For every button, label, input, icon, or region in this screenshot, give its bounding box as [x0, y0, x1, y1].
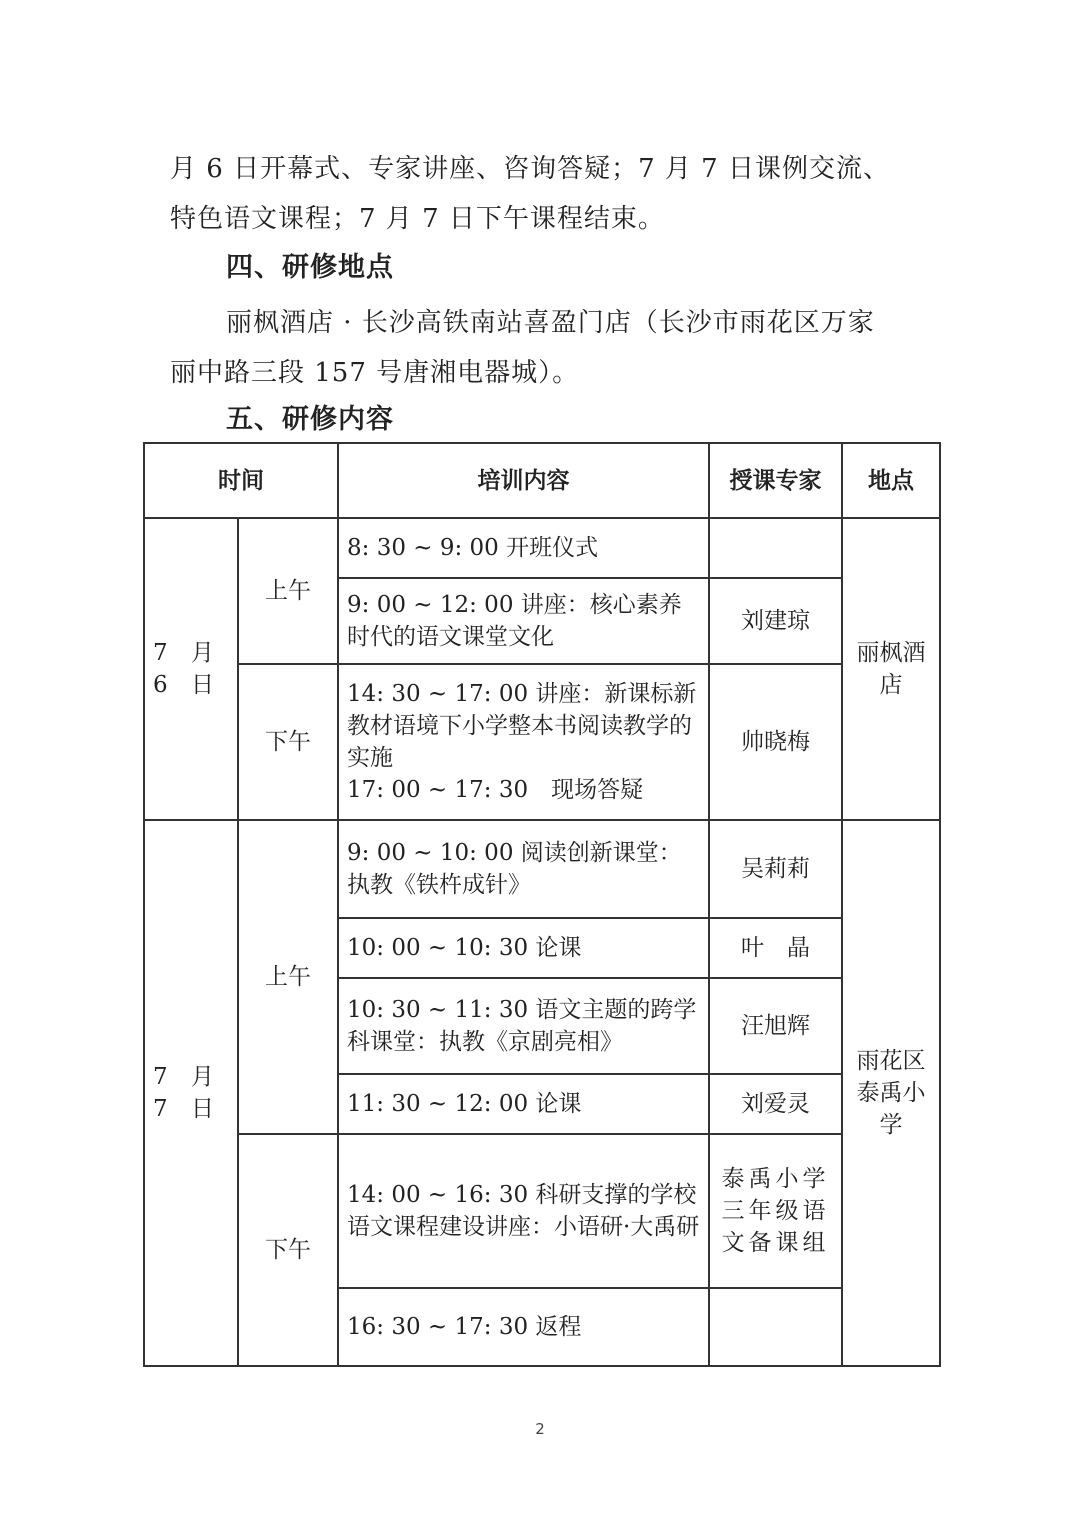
- table-row: [144, 664, 940, 820]
- section-heading-location: 四、研修地点: [226, 252, 394, 283]
- expert-cell: 刘建琼: [709, 578, 842, 664]
- period-day1-morning: 上午: [238, 518, 338, 664]
- expert-cell: 泰禹小学三年级语文备课组: [709, 1134, 842, 1288]
- table-row: [144, 820, 940, 918]
- section-heading-content: 五、研修内容: [226, 404, 394, 435]
- header-place: 地点: [842, 443, 940, 518]
- location-address: [170, 298, 930, 398]
- expert-cell: [709, 1288, 842, 1366]
- expert-cell: 吴莉莉: [709, 820, 842, 918]
- content-cell: 11: 30 ~ 12: 00 论课: [338, 1074, 709, 1134]
- date-cell-day2: 7 月 7 日: [144, 820, 238, 1366]
- content-cell: [338, 664, 709, 820]
- content-cell: 10: 30 ~ 11: 30 语文主题的跨学科课堂：执教《京剧亮相》: [338, 978, 709, 1074]
- content-cell: 8: 30 ~ 9: 00 开班仪式: [338, 518, 709, 578]
- header-time: 时间: [144, 443, 338, 518]
- content-cell: 14: 00 ~ 16: 30 科研支撑的学校语文课程建设讲座：小语研·大禹研: [338, 1134, 709, 1288]
- table-row: [144, 518, 940, 578]
- expert-cell: [709, 518, 842, 578]
- place-cell-day2: 雨花区泰禹小学: [842, 820, 940, 1366]
- header-content: 培训内容: [338, 443, 709, 518]
- content-cell: 9: 00 ~ 12: 00 讲座：核心素养时代的语文课堂文化: [338, 578, 709, 664]
- schedule-table: [143, 442, 941, 1367]
- header-expert: 授课专家: [709, 443, 842, 518]
- address-line-2: 丽中路三段 157 号唐湘电器城）。: [170, 358, 580, 388]
- date-cell-day1: 7 月 6 日: [144, 518, 238, 820]
- content-text: 17: 00 ~ 17: 30 现场答疑: [347, 777, 644, 803]
- place-cell-day1: 丽枫酒店: [842, 518, 940, 820]
- page-number: 2: [535, 1420, 545, 1438]
- address-line-1: 丽枫酒店 · 长沙高铁南站喜盈门店（长沙市雨花区万家: [226, 308, 875, 338]
- content-text: 14: 30 ~ 17: 00 讲座：新课标新教材语境下小学整本书阅读教学的实施: [347, 681, 697, 771]
- content-cell: 9: 00 ~ 10: 00 阅读创新课堂：执教《铁杵成针》: [338, 820, 709, 918]
- period-day1-afternoon: 下午: [238, 664, 338, 820]
- content-cell: 16: 30 ~ 17: 30 返程: [338, 1288, 709, 1366]
- period-day2-afternoon: 下午: [238, 1134, 338, 1366]
- intro-paragraph: [170, 144, 930, 244]
- period-day2-morning: 上午: [238, 820, 338, 1134]
- intro-line-2: 特色语文课程；7 月 7 日下午课程结束。: [170, 204, 665, 234]
- intro-line-1: 月 6 日开幕式、专家讲座、咨询答疑；7 月 7 日课例交流、: [170, 154, 890, 184]
- expert-cell: 叶 晶: [709, 918, 842, 978]
- table-row: [144, 1134, 940, 1288]
- table-header-row: [144, 443, 940, 518]
- expert-cell: 刘爱灵: [709, 1074, 842, 1134]
- expert-cell: 帅晓梅: [709, 664, 842, 820]
- content-cell: 10: 00 ~ 10: 30 论课: [338, 918, 709, 978]
- expert-cell: 汪旭辉: [709, 978, 842, 1074]
